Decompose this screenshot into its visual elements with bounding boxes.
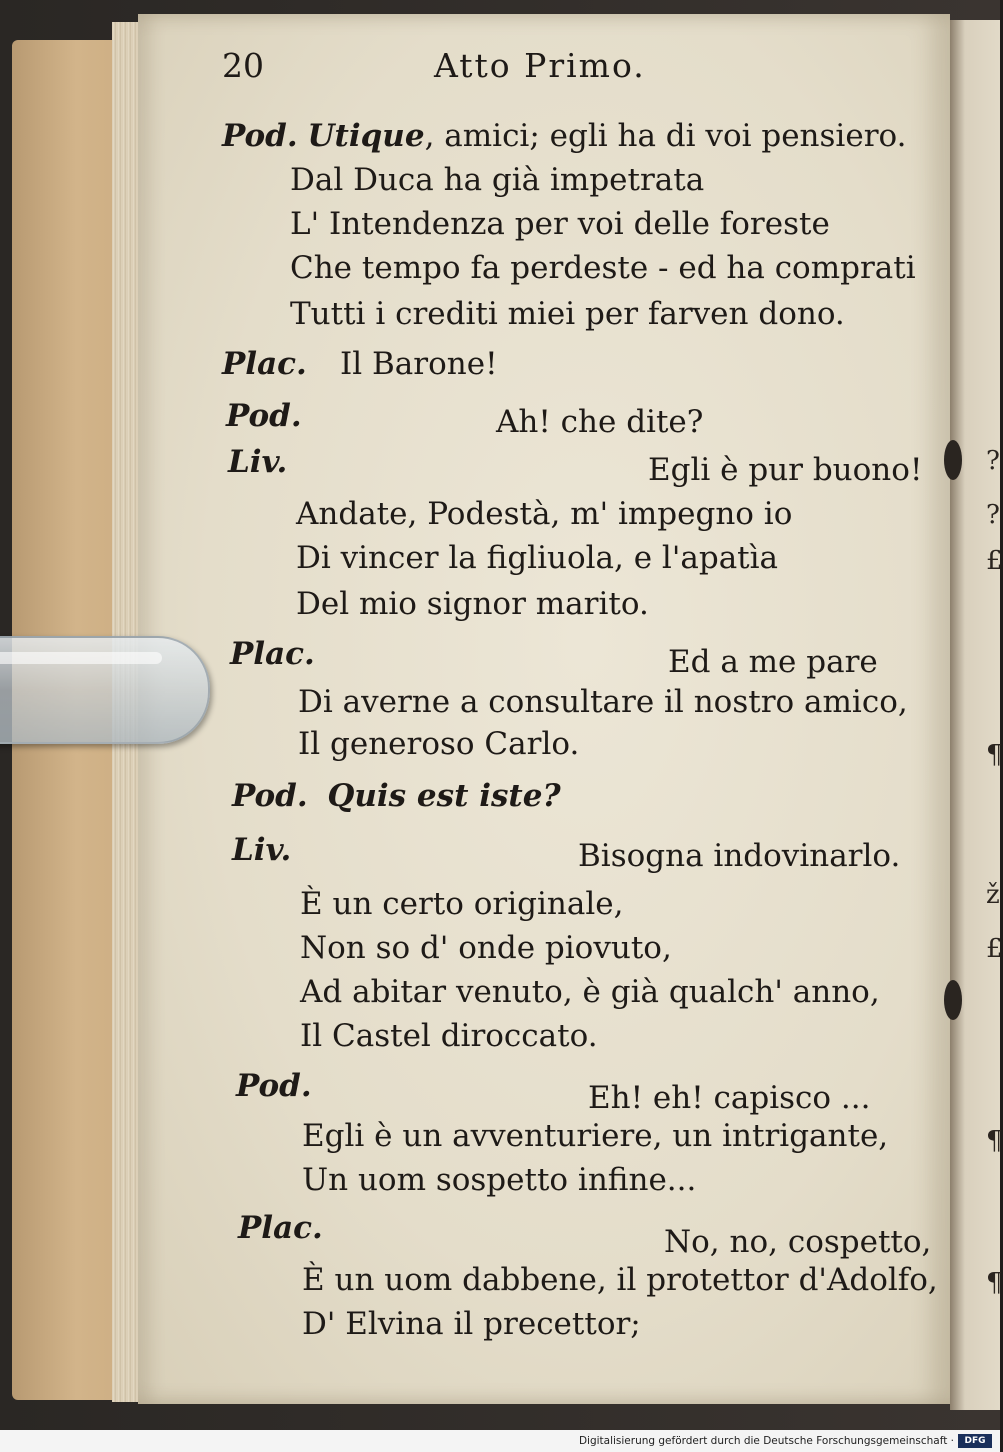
verse-line: L' Intendenza per voi delle foreste — [290, 206, 830, 242]
page-number: 20 — [222, 46, 264, 85]
verse-line: Che tempo fa perdeste - ed ha comprati — [290, 250, 916, 286]
speaker-name: Plac. — [230, 636, 315, 672]
verse-line: Bisogna indovinarlo. — [578, 838, 901, 874]
facing-page-glyph: £ — [986, 546, 1003, 576]
verse-line: Di averne a consultare il nostro amico, — [298, 684, 908, 720]
verse-line: Egli è pur buono! — [648, 452, 923, 488]
latin-phrase: Quis est iste? — [327, 778, 561, 814]
verse-line: Il Barone! — [340, 346, 498, 382]
verse-line: D' Elvina il precettor; — [302, 1306, 641, 1342]
speaker-label — [232, 832, 291, 868]
facing-page-glyph: ? — [986, 446, 1000, 476]
page-tear — [944, 440, 962, 480]
speaker-label: Pod. — [222, 118, 298, 154]
speaker-label: Pod. — [232, 778, 308, 814]
verse-line: Del mio signor marito. — [296, 586, 649, 622]
page-header — [0, 46, 1000, 90]
page-clip — [0, 636, 210, 744]
verse-line: È un certo originale, — [300, 886, 624, 922]
facing-page-glyph: ž — [986, 880, 1000, 910]
latin-phrase: Utique — [307, 118, 425, 154]
verse-line: Il generoso Carlo. — [298, 726, 580, 762]
verse-line: Ed a me pare — [668, 644, 878, 680]
digitization-footer — [0, 1430, 1000, 1452]
clip-highlight — [0, 652, 162, 664]
facing-page-glyph: ¶ — [986, 740, 1003, 770]
verse-line: È un uom dabbene, il protettor d'Adolfo, — [302, 1262, 938, 1298]
speaker-name: Plac. — [238, 1210, 323, 1246]
line-text: , amici; egli ha di voi pensiero. — [424, 118, 907, 154]
funding-credit: Digitalisierung gefördert durch die Deutsche Forschungsgemeinschaft · — [578, 1435, 954, 1447]
verse-line: Eh! eh! capisco ... — [588, 1080, 871, 1116]
verse-line: Dal Duca ha già impetrata — [290, 162, 705, 198]
facing-page-glyph: ? — [986, 500, 1000, 530]
speaker-name: Pod. — [226, 398, 302, 434]
facing-page-glyph: ¶ — [986, 1126, 1003, 1156]
verse-line: Ah! che dite? — [496, 404, 704, 440]
verse-line: Tutti i crediti miei per farven dono. — [290, 296, 845, 332]
speaker-name: Liv. — [232, 832, 292, 868]
facing-page-glyph: ¶ — [986, 1268, 1003, 1298]
verse-line — [222, 118, 907, 154]
verse-line: Un uom sospetto infine... — [302, 1162, 697, 1198]
page-tear — [944, 980, 962, 1020]
speaker-label — [222, 346, 307, 382]
verse-line: Il Castel diroccato. — [300, 1018, 598, 1054]
speaker-label — [228, 444, 287, 480]
verse-line — [232, 778, 561, 814]
speaker-name: Liv. — [228, 444, 288, 480]
speaker-label — [238, 1210, 323, 1246]
speaker-name: Plac. — [222, 346, 307, 382]
verse-line: Ad abitar venuto, è già qualch' anno, — [300, 974, 880, 1010]
speaker-label — [230, 636, 315, 672]
running-head: Atto Primo. — [434, 46, 646, 85]
speaker-label — [236, 1068, 312, 1104]
dfg-logo-icon: DFG — [958, 1434, 992, 1448]
verse-line: Andate, Podestà, m' impegno io — [296, 496, 793, 532]
verse-line: Non so d' onde piovuto, — [300, 930, 672, 966]
speaker-label — [226, 398, 302, 434]
verse-line: Di vincer la figliuola, e l'apatìa — [296, 540, 779, 576]
verse-line: Egli è un avventuriere, un intrigante, — [302, 1118, 889, 1154]
facing-page-glyph: £ — [986, 934, 1003, 964]
verse-line: No, no, cospetto, — [664, 1224, 932, 1260]
facing-page — [950, 20, 1000, 1410]
speaker-name: Pod. — [236, 1068, 312, 1104]
